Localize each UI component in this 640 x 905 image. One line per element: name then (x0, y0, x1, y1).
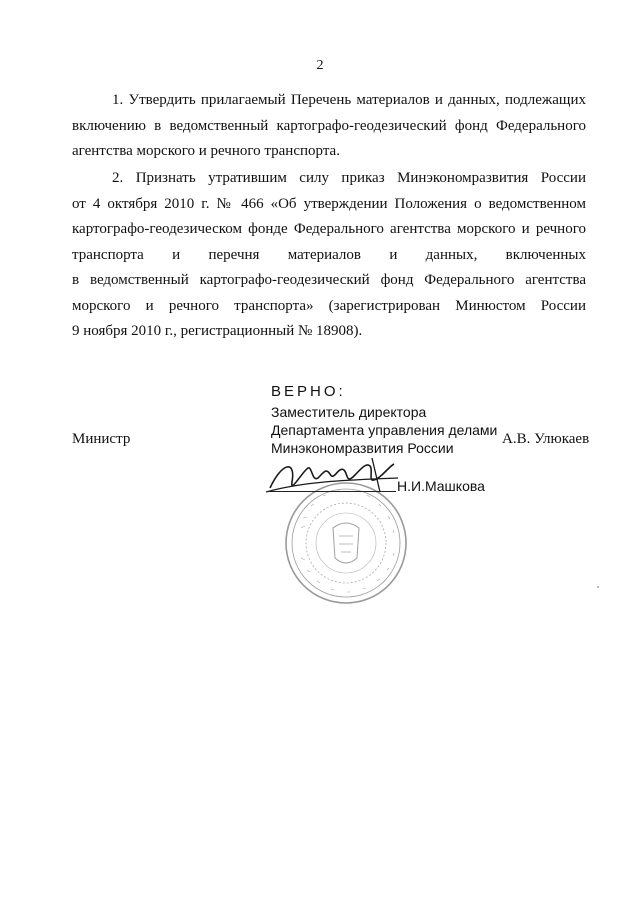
certifier-title-line-2: Департамента управления делами (271, 422, 498, 438)
paragraph-line: транспорта и перечня материалов и данных, включенных (72, 246, 586, 263)
certifier-title-line-1: Заместитель директора (271, 404, 427, 420)
paragraph-line: 1. Утвердить прилагаемый Перечень материалов и данных, подлежащих (112, 92, 586, 108)
paragraph-line: в ведомственный картографо-геодезический фонд Федерального агентства (72, 272, 586, 288)
paragraph-line: 2. Признать утратившим силу приказ Минэкономразвития России (112, 170, 586, 186)
paragraph-repeal (72, 166, 586, 345)
certifier-title-line-3: Минэкономразвития России (271, 440, 454, 456)
page-number: 2 (316, 58, 324, 73)
paragraph-approve (72, 88, 586, 165)
certification-heading: ВЕРНО: (271, 383, 346, 400)
signatory-name: А.В. Улюкаев (502, 431, 590, 447)
paragraph-line: агентства морского и речного транспорта. (72, 143, 340, 159)
paragraph-line: морского и речного транспорта» (зарегистрирован Минюстом России (72, 297, 586, 314)
paragraph-line: от 4 октября 2010 г. № 466 «Об утверждении Положения о ведомственном (72, 195, 586, 212)
signature-icon (262, 452, 402, 500)
scan-speck (597, 586, 599, 588)
signatory-position: Министр (72, 431, 131, 447)
signature-line (268, 491, 396, 492)
certifier-name: Н.И.Машкова (397, 478, 485, 494)
paragraph-line: включению в ведомственный картографо-геодезический фонд Федерального (72, 117, 586, 134)
paragraph-line: картографо-геодезическом фонде Федерального агентства морского и речного (72, 221, 586, 237)
paragraph-line: 9 ноября 2010 г., регистрационный № 18908). (72, 323, 363, 339)
